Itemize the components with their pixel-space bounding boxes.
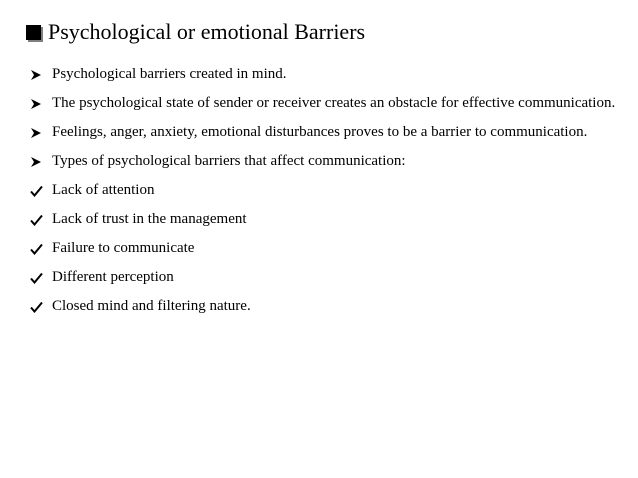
bullet-item: [30, 263, 620, 292]
bullet-text: Lack of trust in the management: [52, 211, 247, 227]
bullet-text: Feelings, anger, anxiety, emotional disturbances proves to be a barrier to communication.: [52, 124, 588, 140]
checkmark-bullet-icon: [30, 263, 48, 292]
bullet-text: Failure to communicate: [52, 240, 195, 256]
bullet-item: [30, 60, 620, 89]
bullet-text: Different perception: [52, 269, 174, 285]
arrow-bullet-icon: [30, 60, 48, 89]
bullet-text: Psychological barriers created in mind.: [52, 66, 287, 82]
bullet-text: The psychological state of sender or receiver creates an obstacle for effective communication.: [52, 95, 616, 111]
checkmark-bullet-icon: [30, 292, 48, 321]
bullet-item: [30, 118, 620, 147]
checkmark-bullet-icon: [30, 205, 48, 234]
bullet-item: [30, 292, 620, 321]
slide-title: [26, 16, 365, 48]
bullet-text: Closed mind and filtering nature.: [52, 298, 251, 314]
bullet-item: [30, 147, 620, 176]
checkmark-bullet-icon: [30, 234, 48, 263]
filled-square-bullet-icon: [26, 25, 41, 40]
bullet-list: [30, 60, 620, 321]
bullet-item: [30, 234, 620, 263]
bullet-text: Lack of attention: [52, 182, 155, 198]
bullet-item: [30, 205, 620, 234]
checkmark-bullet-icon: [30, 176, 48, 205]
arrow-bullet-icon: [30, 89, 48, 118]
bullet-item: [30, 89, 620, 118]
bullet-text: Types of psychological barriers that affect communication:: [52, 153, 406, 169]
bullet-item: [30, 176, 620, 205]
arrow-bullet-icon: [30, 118, 48, 147]
slide-title-text: Psychological or emotional Barriers: [48, 19, 366, 44]
arrow-bullet-icon: [30, 147, 48, 176]
